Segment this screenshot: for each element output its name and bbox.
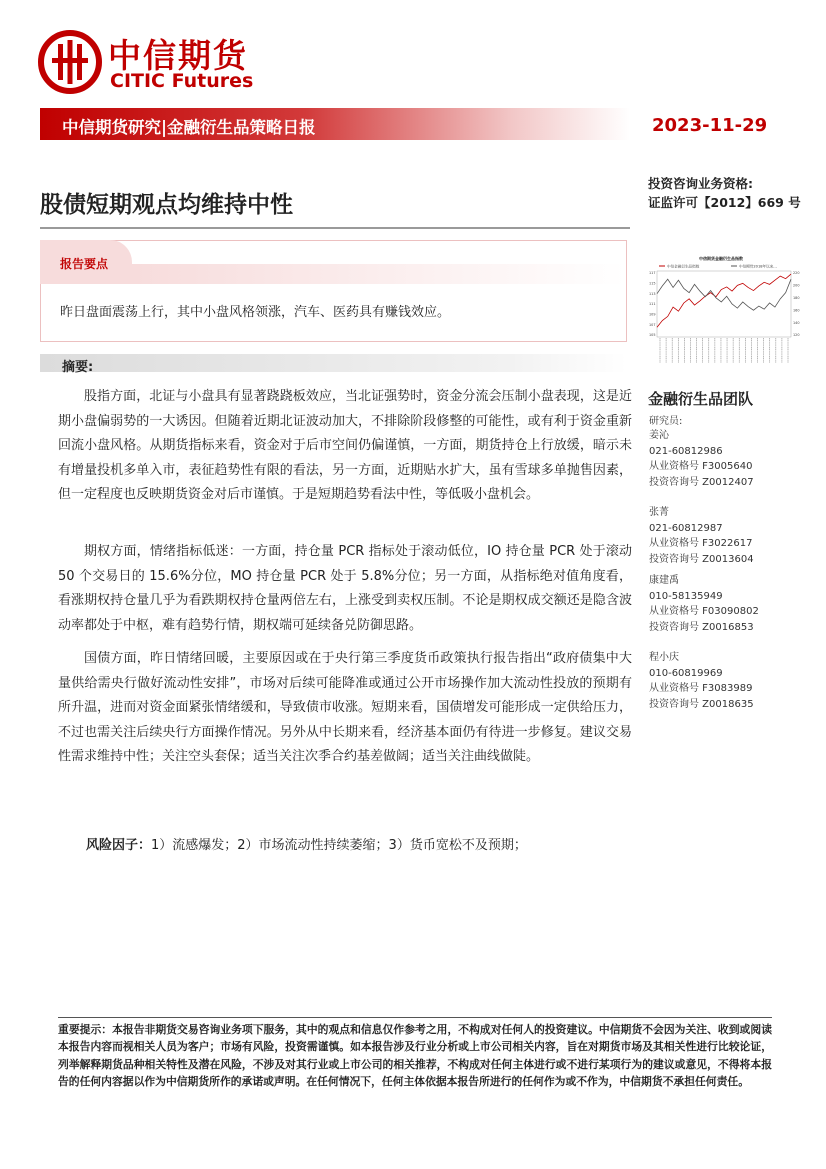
researcher-phone: 010-58135949 <box>649 590 723 602</box>
risk-factors <box>86 834 527 853</box>
brand-name-en: CITIC Futures <box>110 70 254 92</box>
researcher-name: 程小庆 <box>649 652 679 663</box>
y-right-tick-label: 180 <box>793 296 800 300</box>
researcher-consult-id: 投资咨询号 Z0012407 <box>649 476 754 488</box>
brand-name-cn: 中信期货 <box>108 36 248 75</box>
researcher-phone: 021-60812987 <box>649 522 723 534</box>
researcher-license: 从业资格号 F3022617 <box>649 538 753 549</box>
license-number: 证监许可【2012】669 号 <box>648 195 801 210</box>
researcher-consult-id: 投资咨询号 Z0018635 <box>649 698 754 710</box>
risk-label: 风险因子： <box>86 838 152 853</box>
right-axis-ticks <box>793 271 799 337</box>
team-title: 金融衍生品团队 <box>648 390 754 408</box>
page-title: 股债短期观点均维持中性 <box>40 192 293 218</box>
license-label: 投资咨询业务资格: <box>648 176 753 191</box>
y-right-tick-label: 140 <box>793 320 800 325</box>
summary-label: 摘要: <box>62 360 94 375</box>
researcher-name: 张菁 <box>649 507 669 518</box>
researcher-name: 康建禹 <box>649 575 679 586</box>
researcher-license: 从业资格号 F3083989 <box>649 683 753 694</box>
y-left-tick-label: 105 <box>649 333 656 338</box>
researcher-phone: 010-60819969 <box>649 667 723 679</box>
y-left-tick-label: 117 <box>649 271 656 276</box>
researcher-consult-id: 投资咨询号 Z0016853 <box>649 621 754 633</box>
y-left-tick-label: 111 <box>649 302 656 307</box>
chart-series <box>657 274 791 327</box>
chart-title: 中信期货金融衍生品指数 <box>699 256 743 261</box>
y-right-tick-label: 120 <box>793 333 800 338</box>
y-left-tick-label: 115 <box>649 281 656 286</box>
summary-paragraph-equity: 股指方面，北证与小盘具有显著跷跷板效应，当北证强势时，资金分流会压制小盘表现，这是近期小盘偏弱势的一大诱因。但随着近期北证波动加大，不排除阶段修整的可能性，或有利于资金重新回流小盘风格。从期货指标来看，资金对于后市空间仍偏谨慎，一方面，期货持仓上行放缓，暗示未有增量投机多单入市，表征趋势性有限的看法，另一方面，近期贴水扩大，虽有雪球多单抛售因素，但一定程度也反映期货资金对后市谨慎。于是短期趋势看法中性，等低吸小盘机会。 <box>58 389 632 502</box>
citic-logo-icon <box>38 30 102 94</box>
disclaimer-text: 重要提示：本报告非期货交易咨询业务项下服务，其中的观点和信息仅作参考之用，不构成对任何人的投资建议。中信期货不会因为关注、收到或阅读本报告内容而视相关人员为客户；市场有风险，投资需谨慎。如本报告涉及行业分析或上市公司相关内容，旨在对期货市场及其相关性进行比较论证，列举解释期货品种相关特性及潜在风险，不涉及对其行业或上市公司的相关推荐，不构成对任何主体进行或不进行某项行为的建议或意见，不得将本报告的任何内容据以作为中信期货所作的承诺或声明。在任何情况下，任何主体依据本报告所进行的任何作为或不作为，中信期货不承担任何责任。 <box>58 1023 772 1088</box>
report-series-title: 中信期货研究|金融衍生品策略日报 <box>62 118 316 137</box>
researcher-phone: 021-60812986 <box>649 445 723 457</box>
risk-text: 1）流感爆发；2）市场流动性持续萎缩；3）货币宽松不及预期； <box>151 838 527 853</box>
x-axis-ticks <box>660 338 788 363</box>
y-left-tick-label: 107 <box>649 322 656 327</box>
index-line-chart <box>641 255 801 370</box>
title-divider <box>40 227 630 229</box>
report-date: 2023-11-29 <box>652 115 768 136</box>
researcher-label: 研究员: <box>649 416 683 427</box>
y-left-tick-label: 109 <box>649 312 656 317</box>
researcher-license: 从业资格号 F03090802 <box>649 606 759 617</box>
key-points-strip <box>132 264 626 284</box>
y-right-tick-label: 160 <box>793 308 800 313</box>
researcher-card <box>649 505 754 567</box>
summary-paragraph-options: 期权方面，情绪指标低迷：一方面，持仓量 PCR 指标处于滚动低位，IO 持仓量 PCR 处于滚动 50 个交易日的 15.6%分位，MO 持仓量 PCR 处于 5.8%分位；另一方面，从指标绝对值角度看，看涨期权持仓量几乎为看跌期权持仓量两倍左右，上涨受到卖权压制。不论是期权成交额还是隐含波动率都处于中枢，难有趋势行情，期权端可延续备兑防御思路。 <box>58 544 632 633</box>
left-axis-ticks <box>649 271 655 337</box>
legend-label-1: 中信期货2018年以来… <box>739 264 777 269</box>
y-right-tick-label: 220 <box>793 271 800 276</box>
legend-label-0: 中信金融衍生品指数 <box>667 264 700 269</box>
series-line-1 <box>657 279 791 310</box>
researcher-consult-id: 投资咨询号 Z0013604 <box>649 553 754 565</box>
researcher-card <box>649 573 759 635</box>
researcher-license: 从业资格号 F3005640 <box>649 461 753 472</box>
y-left-tick-label: 113 <box>649 291 656 296</box>
researcher-card <box>649 650 754 712</box>
y-right-tick-label: 200 <box>793 283 800 288</box>
summary-header-bar <box>40 354 627 372</box>
key-points-label: 报告要点 <box>60 257 109 271</box>
key-points-text: 昨日盘面震荡上行，其中小盘风格领涨，汽车、医药具有赚钱效应。 <box>60 305 451 320</box>
researcher-name: 姜沁 <box>649 430 669 441</box>
disclaimer-divider <box>58 1017 772 1018</box>
summary-paragraph-bonds: 国债方面，昨日情绪回暖，主要原因或在于央行第三季度货币政策执行报告指出“政府债集中大量供给需央行做好流动性安排”，市场对后续可能降准或通过公开市场操作加大流动性投放的预期有所升温，进而对资金面紧张情绪缓和，导致债市收涨。短期来看，国债增发可能形成一定供给压力，不过也需关注后续央行方面操作情况。另外从中长期来看，经济基本面仍有待进一步修复。建议交易性需求维持中性；关注空头套保；适当关注次季合约基差做阔；适当关注曲线做陡。 <box>58 651 632 764</box>
researcher-card <box>649 428 754 490</box>
